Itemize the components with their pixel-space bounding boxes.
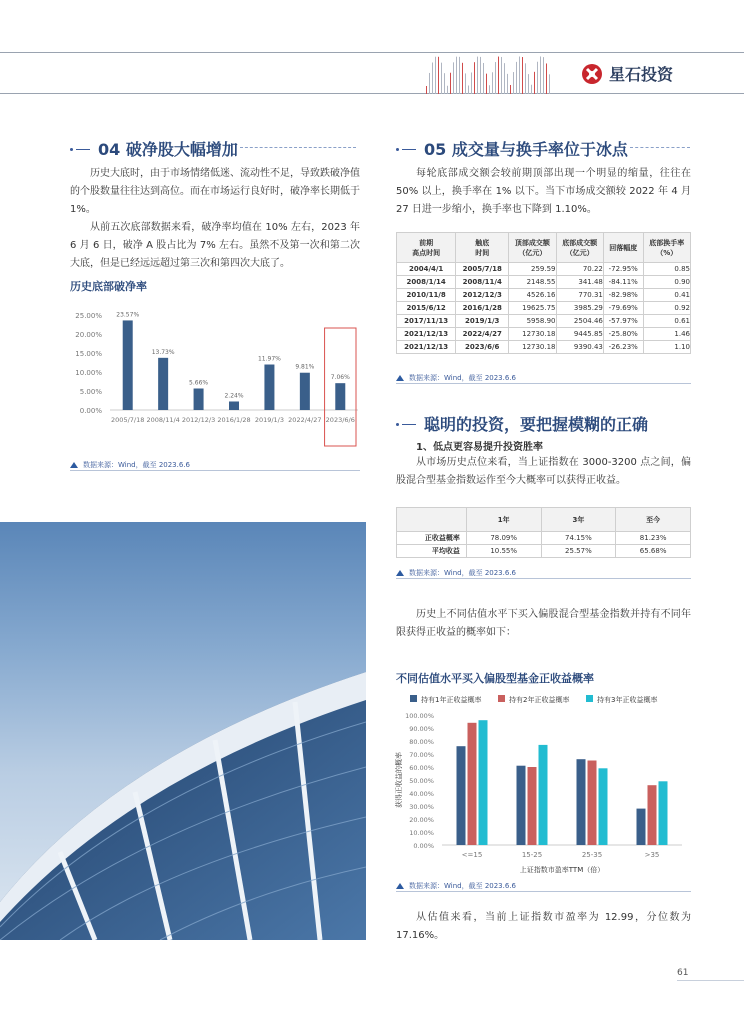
table-cell: 2010/11/8: [397, 289, 456, 302]
table-cell: 1.10: [643, 341, 690, 354]
table-cell: 10.55%: [466, 545, 541, 558]
bar-value-label: 9.81%: [295, 363, 315, 371]
source-divider: [70, 470, 360, 471]
bar: [479, 720, 488, 845]
y-tick-label: 20.00%: [75, 331, 102, 339]
chart2-source: 数据来源：Wind，截至 2023.6.6: [396, 881, 516, 891]
table2-source: 数据来源：Wind，截至 2023.6.6: [396, 568, 516, 578]
table-header: 回落幅度: [603, 233, 643, 263]
table-cell: 2021/12/13: [397, 341, 456, 354]
table-header: 前期 高点时间: [397, 233, 456, 263]
table-cell: 2021/12/13: [397, 328, 456, 341]
table-row: [397, 289, 691, 302]
table-cell: 2019/1/3: [456, 315, 509, 328]
table-cell: -79.69%: [603, 302, 643, 315]
bar: [194, 388, 204, 410]
return-probability-table: [396, 507, 691, 558]
table-cell: -57.97%: [603, 315, 643, 328]
table-cell: 2023/6/6: [456, 341, 509, 354]
table-header: [397, 508, 467, 532]
table-row: [397, 328, 691, 341]
bar: [539, 745, 548, 845]
bar-value-label: 23.57%: [116, 311, 140, 319]
y-tick-label: 90.00%: [409, 725, 434, 733]
table-cell: 2016/1/28: [456, 302, 509, 315]
bar-value-label: 5.66%: [189, 379, 209, 387]
bar: [158, 358, 168, 410]
section-06-text: [396, 454, 691, 490]
bar: [457, 746, 466, 845]
section-06-title: 聪明的投资，要把握模糊的正确: [396, 412, 648, 435]
paragraph: 从市场历史点位来看，当上证指数在 3000-3200 点之间，偏股混合型基金指数运作至今大概率可以获得正收益。: [396, 457, 691, 486]
table-cell: 0.90: [643, 276, 690, 289]
table-cell: -84.11%: [603, 276, 643, 289]
table-cell: 78.09%: [466, 532, 541, 545]
section-07-text: [396, 606, 691, 642]
bar: [659, 781, 668, 845]
table-cell: 0.61: [643, 315, 690, 328]
source-divider: [396, 891, 691, 892]
x-tick-label: 2022/4/27: [288, 416, 322, 424]
x-tick-label: 2012/12/3: [181, 416, 216, 424]
table-cell: 341.48: [556, 276, 603, 289]
table-cell: 5958.90: [509, 315, 556, 328]
title-dash-line: [630, 147, 690, 148]
x-tick-label: 2023/6/6: [325, 416, 355, 424]
y-tick-label: 0.00%: [413, 842, 434, 850]
legend-swatch: [498, 695, 505, 702]
table-cell: 0.92: [643, 302, 690, 315]
table-cell: 81.23%: [616, 532, 691, 545]
table-cell: 9390.43: [556, 341, 603, 354]
table-header: 底部换手率 （%）: [643, 233, 690, 263]
table-cell: 2008/1/14: [397, 276, 456, 289]
table-row: [397, 263, 691, 276]
bar: [517, 766, 526, 845]
table-cell: 2012/12/3: [456, 289, 509, 302]
triangle-icon: [70, 462, 78, 468]
table-cell: -82.98%: [603, 289, 643, 302]
logo-text: 星石投资: [609, 65, 674, 84]
triangle-icon: [396, 570, 404, 576]
paragraph: 历史上不同估值水平下买入偏股混合型基金指数并持有不同年限获得正收益的概率如下：: [396, 609, 691, 638]
table-cell: 770.31: [556, 289, 603, 302]
page-number-line: [677, 980, 744, 981]
bar: [648, 785, 657, 845]
paragraph: 历史大底时，由于市场情绪低迷、流动性不足，导致跌破净值的个股数量往往达到高位。而在市场运行良好时，破净率长期低于 1%。: [70, 168, 360, 215]
paragraph: 从前五次底部数据来看，破净率均值在 10% 左右，2023 年 6 月 6 日，破净 A 股占比为 7% 左右。虽然不及第一次和第二次大底，但是已经远远超过第三次和第四次大底了。: [70, 222, 360, 269]
page-number: 61: [677, 968, 689, 978]
turnover-table: [396, 232, 691, 354]
bar-value-label: 7.06%: [330, 374, 350, 382]
table-cell: 2005/7/18: [456, 263, 509, 276]
bar: [229, 401, 239, 410]
bar-value-label: 11.97%: [257, 355, 281, 363]
header-bottom-line: [0, 93, 744, 94]
bar: [588, 761, 597, 846]
bar: [599, 768, 608, 845]
building-photo: [0, 522, 366, 940]
table-header: 1年: [466, 508, 541, 532]
title-dot-icon: [396, 145, 418, 153]
chart2-grouped-barchart: [392, 688, 692, 876]
triangle-icon: [396, 375, 404, 381]
title-dash-line: [240, 147, 356, 148]
table-cell: 2008/11/4: [456, 276, 509, 289]
y-tick-label: 10.00%: [409, 829, 434, 837]
logo-icon: [581, 63, 603, 85]
conclusion-text: [396, 909, 691, 945]
title-dot-icon: [70, 145, 92, 153]
table-header: 顶部成交额 （亿元）: [509, 233, 556, 263]
legend-label: 持有2年正收益概率: [509, 696, 570, 704]
table-row: [397, 545, 691, 558]
header-decoration: [426, 50, 552, 94]
x-tick-label: <=15: [461, 851, 483, 859]
bar: [468, 723, 477, 845]
x-tick-label: 15-25: [521, 851, 543, 859]
x-tick-label: 2008/11/4: [146, 416, 180, 424]
legend-swatch: [586, 695, 593, 702]
table-cell: -26.23%: [603, 341, 643, 354]
header-top-line: [0, 52, 744, 53]
table-header: 至今: [616, 508, 691, 532]
table-cell: 25.57%: [541, 545, 616, 558]
x-tick-label: 25-35: [581, 851, 603, 859]
company-logo: [581, 62, 673, 85]
table-cell: 19625.75: [509, 302, 556, 315]
y-tick-label: 5.00%: [79, 388, 102, 396]
table-header: 触底 时间: [456, 233, 509, 263]
subheading: 1、低点更容易提升投资胜率: [416, 442, 543, 453]
triangle-icon: [396, 883, 404, 889]
table-cell: 2022/4/27: [456, 328, 509, 341]
table-cell: 12730.18: [509, 328, 556, 341]
table-cell: 平均收益: [397, 545, 467, 558]
table-row: [397, 276, 691, 289]
x-tick-label: 2019/1/3: [254, 416, 285, 424]
table-cell: 9445.85: [556, 328, 603, 341]
y-axis-label: 获得正收益的概率: [395, 752, 403, 808]
table-cell: -72.95%: [603, 263, 643, 276]
chart1-source: 数据来源：Wind，截至 2023.6.6: [70, 460, 190, 470]
y-tick-label: 60.00%: [409, 764, 434, 772]
bar-value-label: 13.73%: [151, 348, 175, 356]
table-cell: 0.41: [643, 289, 690, 302]
chart1-title: 历史底部破净率: [70, 280, 147, 293]
table-cell: 3985.29: [556, 302, 603, 315]
table-cell: 74.15%: [541, 532, 616, 545]
paragraph: 每轮底部成交额会较前期顶部出现一个明显的缩量，往往在 50% 以上，换手率在 1% 以下。当下市场成交额较 2022 年 4 月 27 日进一步缩小，换手率也下降到 1.10%。: [396, 168, 691, 215]
table-cell: 0.85: [643, 263, 690, 276]
table-header: 底部成交额 （亿元）: [556, 233, 603, 263]
paragraph: 从估值来看，当前上证指数市盈率为 12.99，分位数为 17.16%。: [396, 912, 691, 941]
table-cell: 2015/6/12: [397, 302, 456, 315]
source-divider: [396, 578, 691, 579]
y-tick-label: 40.00%: [409, 790, 434, 798]
x-axis-label: 上证指数市盈率TTM（倍）: [519, 866, 605, 874]
table-row: [397, 302, 691, 315]
bar: [123, 320, 133, 410]
bar-value-label: 2.24%: [224, 392, 244, 400]
table-row: [397, 532, 691, 545]
table-cell: 2148.55: [509, 276, 556, 289]
table-cell: 正收益概率: [397, 532, 467, 545]
y-tick-label: 20.00%: [409, 816, 434, 824]
bar: [264, 365, 274, 410]
table-cell: 4526.16: [509, 289, 556, 302]
chart1-barchart: [70, 300, 370, 450]
table-cell: 12730.18: [509, 341, 556, 354]
bar: [577, 759, 586, 845]
section-05-text: [396, 165, 691, 219]
y-tick-label: 15.00%: [75, 350, 102, 358]
bar: [335, 383, 345, 410]
table-cell: -25.80%: [603, 328, 643, 341]
y-tick-label: 25.00%: [75, 312, 102, 320]
table-cell: 2017/11/13: [397, 315, 456, 328]
bar: [637, 809, 646, 845]
section-04-text: [70, 165, 360, 273]
table1-source: 数据来源：Wind，截至 2023.6.6: [396, 373, 516, 383]
table-cell: 65.68%: [616, 545, 691, 558]
section-05-title: 05 成交量与换手率位于冰点: [396, 137, 628, 160]
table-cell: 70.22: [556, 263, 603, 276]
legend-label: 持有3年正收益概率: [597, 696, 658, 704]
table-row: [397, 341, 691, 354]
table-cell: 2504.46: [556, 315, 603, 328]
table-cell: 2004/4/1: [397, 263, 456, 276]
bar: [300, 373, 310, 410]
x-tick-label: 2016/1/28: [217, 416, 251, 424]
source-divider: [396, 383, 691, 384]
y-tick-label: 10.00%: [75, 369, 102, 377]
legend-label: 持有1年正收益概率: [421, 696, 482, 704]
section-04-title: 04 破净股大幅增加: [70, 137, 238, 160]
y-tick-label: 0.00%: [79, 407, 102, 415]
x-tick-label: >35: [644, 851, 660, 859]
y-tick-label: 70.00%: [409, 751, 434, 759]
title-dot-icon: [396, 420, 418, 428]
table-header: 3年: [541, 508, 616, 532]
table-cell: 1.46: [643, 328, 690, 341]
chart2-title: 不同估值水平买入偏股型基金正收益概率: [396, 672, 594, 685]
table-cell: 259.59: [509, 263, 556, 276]
y-tick-label: 100.00%: [405, 712, 434, 720]
y-tick-label: 30.00%: [409, 803, 434, 811]
y-tick-label: 80.00%: [409, 738, 434, 746]
table-row: [397, 315, 691, 328]
bar: [528, 767, 537, 845]
legend-swatch: [410, 695, 417, 702]
x-tick-label: 2005/7/18: [111, 416, 145, 424]
y-tick-label: 50.00%: [409, 777, 434, 785]
